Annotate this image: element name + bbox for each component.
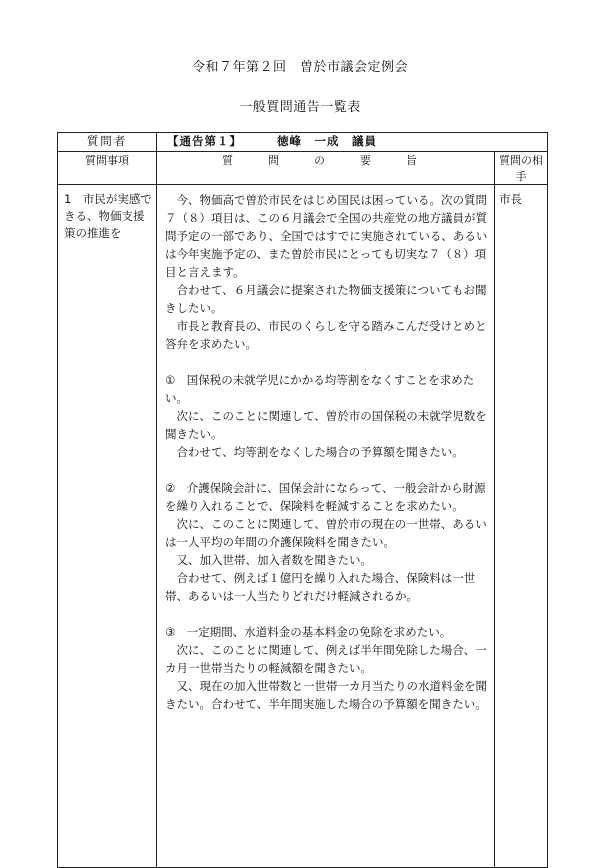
paragraph-spacer xyxy=(165,353,488,371)
column-header-respondent: 質問の相手 xyxy=(495,152,548,185)
questioner-row xyxy=(58,133,548,152)
questioner-cell xyxy=(157,133,548,152)
document-title: 令和７年第２回 曽於市議会定例会 xyxy=(191,60,408,75)
summary-paragraph: 市長と教育長の、市民のくらしを守る踏みこんだ受けとめと答弁を求めたい。 xyxy=(165,319,487,351)
summary-paragraph: 今、物価高で曽於市民をはじめ国民は困っている。次の質問７（８）項目は、この６月議会で全国の共産党の地方議員が質問予定の一部であり、全国ではすでに実施されている、あるいは今年実施予定の、また曽於市民にとっても切実な７（８）項目と言えます。 xyxy=(165,193,488,279)
summary-paragraph: 次に、このことに関連して、曽於市の現在の一世帯、あるいは一人平均の年間の介護保険料を聞きたい。 xyxy=(165,517,487,549)
question-respondent: 市長 xyxy=(495,185,548,868)
column-header-topic: 質問事項 xyxy=(58,152,157,185)
summary-paragraph: 又、現在の加入世帯数と一世帯一カ月当たりの水道料金を聞きたい。合わせて、半年間実施した場合の予算額を聞きたい。 xyxy=(165,679,487,711)
document-subtitle: 一般質問通告一覧表 xyxy=(239,100,361,115)
notice-number: 【通告第１】 xyxy=(167,134,242,148)
member-name: 徳峰 一成 議員 xyxy=(277,134,378,148)
summary-paragraph: 合わせて、６月議会に提案された物価支援策についてもお聞きしたい。 xyxy=(165,283,487,315)
column-header-summary: 質 問 の 要 旨 xyxy=(157,152,495,185)
summary-paragraph: 次に、このことに関連して、曽於市の国保税の未就学児数を聞きたい。 xyxy=(165,409,487,441)
summary-paragraph: 合わせて、例えば１億円を繰り入れた場合、保険料は一世帯、あるいは一人当たりどれだけ軽減されるか。 xyxy=(165,571,476,603)
questioner-label: 質問者 xyxy=(58,133,157,152)
summary-paragraph: ① 国保税の未就学児にかかる均等割をなくすことを求めたい。 xyxy=(165,373,475,405)
paragraph-spacer xyxy=(165,461,488,479)
paragraph-spacer xyxy=(165,605,488,623)
summary-paragraph: 又、加入世帯、加入者数を聞きたい。 xyxy=(165,553,372,567)
question-topic: 1 市民が実感できる、物価支援策の推進を xyxy=(58,185,157,868)
summary-paragraph: ② 介護保険会計に、国保会計にならって、一般会計から財源を繰り入れることで、保険料を軽減することを求めたい。 xyxy=(165,481,486,513)
summary-paragraph: ③ 一定期間、水道料金の基本料金の免除を求めたい。 xyxy=(165,625,452,639)
summary-paragraph: 合わせて、均等割をなくした場合の予算額を聞きたい。 xyxy=(165,445,464,459)
summary-paragraph: 次に、このことに関連して、例えば半年間免除した場合、一カ月一世帯当たりの軽減額を聞きたい。 xyxy=(165,643,487,675)
column-header-row xyxy=(58,152,548,185)
question-row xyxy=(58,185,548,868)
question-notice-table xyxy=(57,132,548,868)
question-summary xyxy=(157,185,495,868)
